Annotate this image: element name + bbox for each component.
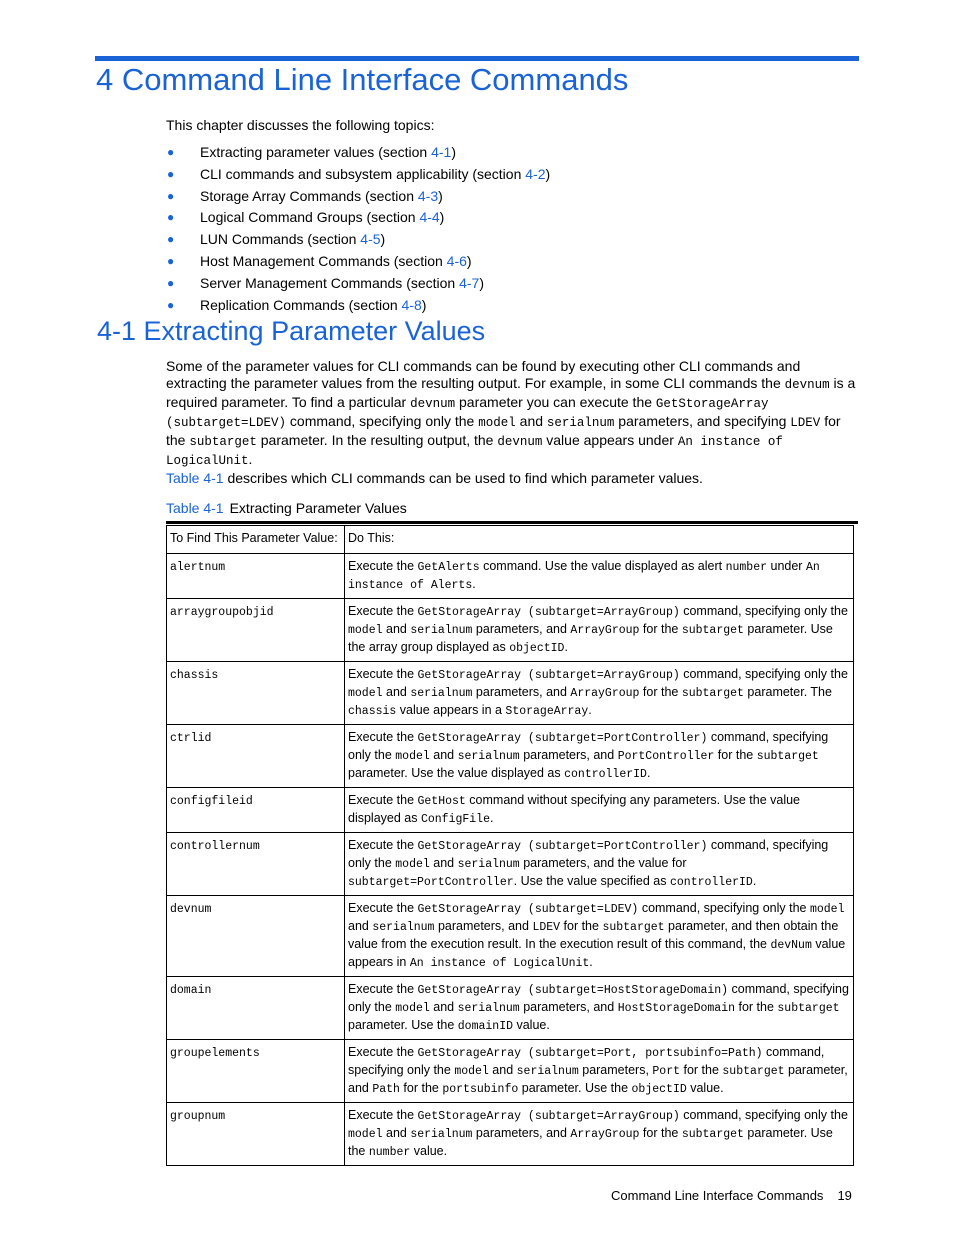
action-text: value appears in a — [396, 703, 506, 717]
table-caption — [166, 500, 407, 516]
action-text: Execute the — [348, 982, 418, 996]
table-caption-text: Extracting Parameter Values — [229, 500, 407, 516]
action-text: and — [429, 856, 458, 870]
paragraph-text: parameters, and specifying — [614, 413, 791, 429]
action-text: for the — [735, 1000, 778, 1014]
action-text: parameters, and — [519, 1000, 618, 1014]
code-term: ConfigFile — [420, 813, 490, 826]
code-term: An instance of Alerts — [348, 561, 820, 592]
action-text: for the — [399, 1081, 443, 1095]
code-term: model — [395, 750, 430, 763]
action-text: Execute the — [348, 1108, 418, 1122]
bullet-icon: ● — [167, 145, 175, 159]
topic-close: ) — [466, 252, 472, 269]
paragraph-text: . — [248, 451, 253, 467]
bullet-icon: ● — [167, 166, 175, 181]
code-term: GetStorageArray (subtarget=PortController) — [417, 732, 708, 745]
action-text: Execute the — [348, 667, 418, 681]
action-text: for the — [714, 748, 757, 762]
action-text: . — [489, 811, 494, 825]
code-term: GetStorageArray (subtarget=LDEV) — [417, 903, 639, 916]
action-cell — [345, 1040, 854, 1103]
table-link[interactable]: Table 4-1 — [166, 470, 224, 486]
topic-text: Extracting parameter values (section — [200, 144, 432, 160]
action-text: command, specifying only the — [679, 667, 848, 681]
action-text: Execute the — [348, 730, 418, 744]
section-link[interactable]: 4-4 — [419, 209, 440, 226]
code-term: GetStorageArray (subtarget=ArrayGroup) — [417, 669, 680, 682]
code-term: chassis — [348, 705, 397, 718]
code-term: Port — [652, 1065, 681, 1078]
paragraph-text: for the — [166, 413, 841, 448]
action-text: and — [382, 1126, 411, 1140]
action-text: . — [589, 955, 593, 969]
code-term: serialnum — [516, 1065, 579, 1078]
chapter-intro: This chapter discusses the following topics: — [166, 117, 435, 133]
topic-item — [166, 188, 550, 210]
code-term: model — [348, 1128, 383, 1141]
code-term: LDEV — [790, 416, 821, 430]
action-text: Execute the — [348, 901, 418, 915]
topic-text: Server Management Commands (section — [200, 274, 460, 291]
action-cell — [345, 833, 854, 896]
action-text: parameters, and the value for — [519, 856, 687, 870]
action-text: parameters, and — [472, 622, 571, 636]
action-text: for the — [639, 622, 682, 636]
action-text: Execute the — [348, 604, 418, 618]
section-link[interactable]: 4-5 — [360, 231, 381, 248]
table-row — [167, 788, 854, 833]
table-row — [167, 662, 854, 725]
action-text: command, specifying only the — [348, 1045, 825, 1077]
action-text: for the — [639, 1126, 682, 1140]
paragraph-text: is a required parameter. To find a particular — [166, 375, 856, 410]
code-term: subtarget=PortController — [348, 876, 514, 889]
code-term: model — [395, 858, 430, 871]
section-link[interactable]: 4-7 — [459, 274, 480, 291]
parameter-cell — [167, 977, 345, 1040]
code-term: serialnum — [410, 1128, 473, 1141]
code-term: PortController — [617, 750, 715, 763]
action-text: . Use the value specified as — [513, 874, 670, 888]
topic-text: LUN Commands (section — [200, 231, 361, 248]
action-text: and — [382, 622, 411, 636]
paragraph-text: command, specifying only the — [286, 413, 479, 429]
code-term: subtarget — [681, 687, 744, 700]
topic-text: Host Management Commands (section — [200, 252, 447, 269]
section-title: 4-1 Extracting Parameter Values — [97, 316, 486, 346]
topic-item — [166, 166, 550, 188]
header-param: To Find This Parameter Value: — [167, 526, 345, 554]
action-cell — [345, 662, 854, 725]
action-text: parameter. Use the value displayed as — [348, 766, 565, 780]
parameter-name: groupelements — [170, 1047, 260, 1060]
code-term: An instance of LogicalUnit — [409, 957, 590, 970]
table-row — [167, 977, 854, 1040]
topic-item — [166, 275, 550, 297]
action-text: . — [752, 874, 757, 888]
action-text: parameters, and — [472, 685, 571, 699]
parameter-cell — [167, 725, 345, 788]
topic-close: ) — [439, 209, 445, 226]
paragraph-text: parameter. In the resulting output, the — [256, 432, 498, 448]
paragraph-text: Some of the parameter values for CLI commands can be found by executing other CLI commands and extracting the parameter values from the resulting output. For example, in some CLI commands the — [166, 358, 801, 391]
table-top-rule — [166, 521, 858, 524]
code-term: GetStorageArray (subtarget=HostStorageDomain) — [417, 984, 729, 997]
code-term: An instance of LogicalUnit — [166, 435, 783, 468]
bullet-icon: ● — [167, 297, 175, 312]
section-link[interactable]: 4-2 — [525, 165, 546, 182]
code-term: model — [348, 624, 383, 637]
action-text: parameter. Use the — [518, 1081, 632, 1095]
code-term: GetHost — [417, 795, 466, 808]
code-term: controllerID — [564, 768, 647, 781]
code-term: serialnum — [372, 921, 435, 934]
code-term: subtarget — [602, 921, 665, 934]
code-term: number — [725, 561, 768, 574]
action-text: command. Use the value displayed as alert — [479, 559, 726, 573]
action-cell — [345, 599, 854, 662]
parameter-cell — [167, 788, 345, 833]
parameter-name: chassis — [170, 669, 219, 682]
action-text: command without specifying any parameters. Use the value displayed as — [348, 793, 801, 825]
action-text: command, specifying only the — [638, 901, 810, 915]
action-text: command, specifying only the — [348, 838, 829, 870]
code-term: serialnum — [410, 624, 473, 637]
action-text: value. — [686, 1081, 724, 1095]
paragraph-text: value appears under — [542, 432, 678, 448]
table-row — [167, 599, 854, 662]
code-term: model — [809, 903, 845, 916]
bullet-icon: ● — [167, 210, 175, 225]
code-term: domainID — [457, 1020, 513, 1033]
code-term: Path — [372, 1083, 400, 1096]
topic-item — [166, 144, 550, 166]
table-row — [167, 833, 854, 896]
parameter-cell — [167, 1040, 345, 1103]
parameter-name: alertnum — [170, 561, 226, 574]
topic-close: ) — [479, 274, 485, 291]
code-term: serialnum — [546, 416, 615, 430]
code-term: objectID — [509, 642, 565, 655]
code-term: model — [395, 1002, 430, 1015]
action-text: parameters, — [578, 1063, 653, 1077]
code-term: subtarget — [722, 1065, 785, 1078]
action-text: parameter. Use the array group displayed as — [348, 622, 833, 654]
code-term: subtarget — [756, 750, 819, 763]
action-text: command, specifying only the — [679, 604, 848, 618]
chapter-rule — [95, 56, 859, 61]
code-term: GetAlerts — [417, 561, 480, 574]
code-term: number — [368, 1146, 411, 1159]
code-term: GetStorageArray (subtarget=PortController) — [417, 840, 708, 853]
section-paragraph — [166, 358, 856, 470]
action-text: value appears in — [348, 937, 846, 969]
action-text: value. — [513, 1018, 550, 1032]
action-cell — [345, 725, 854, 788]
action-text: for the — [680, 1063, 723, 1077]
code-term: subtarget — [681, 1128, 744, 1141]
code-term: ArrayGroup — [570, 687, 640, 700]
action-text: Execute the — [348, 1045, 418, 1059]
paragraph-text: parameter you can execute the — [455, 394, 656, 410]
code-term: serialnum — [457, 858, 520, 871]
page-footer — [611, 1188, 852, 1203]
code-term: subtarget — [189, 435, 257, 449]
topic-close: ) — [545, 165, 551, 182]
topic-text: Replication Commands (section — [200, 296, 402, 313]
parameter-name: domain — [170, 984, 212, 997]
parameter-cell — [167, 896, 345, 977]
table-row — [167, 1040, 854, 1103]
parameter-cell — [167, 662, 345, 725]
topic-text: Logical Command Groups (section — [200, 209, 420, 226]
action-text: for the — [560, 919, 603, 933]
code-term: model — [348, 687, 383, 700]
code-term: GetStorageArray (subtarget=ArrayGroup) — [417, 1110, 680, 1123]
code-term: devnum — [497, 435, 543, 449]
bullet-icon: ● — [167, 275, 175, 290]
bullet-icon: ● — [167, 232, 175, 247]
action-text: and — [382, 685, 411, 699]
topic-close: ) — [451, 144, 457, 160]
code-term: serialnum — [410, 687, 473, 700]
topic-item — [166, 253, 550, 275]
action-cell — [345, 1103, 854, 1166]
code-term: model — [478, 416, 516, 430]
parameter-cell — [167, 599, 345, 662]
parameter-name: groupnum — [170, 1110, 226, 1123]
action-text: parameter. The — [743, 685, 832, 699]
parameter-cell — [167, 1103, 345, 1166]
action-text: parameter. Use the — [348, 1126, 833, 1158]
parameter-name: arraygroupobjid — [170, 606, 274, 619]
action-cell — [345, 554, 854, 599]
action-text: command, specifying only the — [348, 982, 849, 1014]
action-text: command, specifying only the — [348, 730, 829, 762]
table-row — [167, 554, 854, 599]
code-term: GetStorageArray (subtarget=LDEV) — [166, 397, 769, 430]
action-text: Execute the — [348, 838, 418, 852]
action-text: parameters, and — [472, 1126, 571, 1140]
parameter-name: controllernum — [170, 840, 260, 853]
section-link[interactable]: 4-6 — [446, 252, 467, 269]
code-term: HostStorageDomain — [617, 1002, 736, 1015]
code-term: model — [454, 1065, 489, 1078]
table-row — [167, 725, 854, 788]
action-text: parameters, and — [519, 748, 618, 762]
topic-text: Storage Array Commands (section — [200, 187, 418, 204]
action-text: and — [488, 1063, 517, 1077]
action-cell — [345, 788, 854, 833]
action-text: and — [429, 1000, 458, 1014]
parameter-cell — [167, 833, 345, 896]
action-text: value. — [410, 1144, 448, 1158]
table-reference-paragraph — [166, 470, 703, 486]
action-text: and — [348, 919, 373, 933]
table-caption-label[interactable]: Table 4-1 — [166, 500, 224, 516]
code-term: serialnum — [457, 750, 520, 763]
section-link[interactable]: 4-8 — [401, 296, 422, 313]
action-text: parameter, and then obtain the value from the execution result. In the execution result of this command, the — [348, 919, 839, 951]
code-term: portsubinfo — [442, 1083, 519, 1096]
topic-text: CLI commands and subsystem applicability (section — [200, 165, 526, 182]
page-number: 19 — [837, 1188, 852, 1203]
code-term: devNum — [770, 939, 812, 952]
code-term: StorageArray — [505, 705, 589, 718]
topics-list — [166, 144, 550, 318]
action-text: command, specifying only the — [679, 1108, 848, 1122]
parameter-name: configfileid — [170, 795, 253, 808]
parameter-table — [166, 525, 854, 1166]
action-text: for the — [639, 685, 682, 699]
code-term: controllerID — [669, 876, 753, 889]
bullet-icon: ● — [167, 253, 175, 268]
table-row — [167, 896, 854, 977]
topic-close: ) — [380, 231, 386, 248]
action-text: . — [646, 766, 651, 780]
header-action: Do This: — [345, 526, 854, 554]
action-text: . — [472, 577, 476, 591]
code-term: objectID — [631, 1083, 687, 1096]
topic-item — [166, 231, 550, 253]
parameter-name: ctrlid — [170, 732, 212, 745]
code-term: subtarget — [681, 624, 744, 637]
topic-item — [166, 209, 550, 231]
section-link[interactable]: 4-1 — [431, 144, 452, 160]
action-text: . — [588, 703, 592, 717]
action-text: Execute the — [348, 559, 418, 573]
section-link[interactable]: 4-3 — [417, 187, 439, 204]
paragraph-text: and — [515, 413, 547, 429]
action-text: and — [429, 748, 458, 762]
table-reference-text: describes which CLI commands can be used to find which parameter values. — [223, 470, 703, 486]
parameter-cell — [167, 554, 345, 599]
action-cell — [345, 977, 854, 1040]
code-term: serialnum — [457, 1002, 520, 1015]
chapter-title: 4 Command Line Interface Commands — [96, 62, 629, 97]
table-header-row — [167, 526, 854, 554]
topic-close: ) — [421, 296, 427, 313]
action-cell — [345, 896, 854, 977]
parameter-name: devnum — [170, 903, 212, 916]
footer-title: Command Line Interface Commands — [611, 1188, 824, 1203]
code-term: devnum — [784, 378, 830, 392]
action-text: parameter. Use the — [348, 1018, 458, 1032]
table-row — [167, 1103, 854, 1166]
action-text: under — [767, 559, 806, 573]
code-term: GetStorageArray (subtarget=Port, portsubinfo=Path) — [417, 1047, 763, 1060]
topic-close: ) — [438, 187, 443, 204]
code-term: subtarget — [777, 1002, 840, 1015]
code-term: GetStorageArray (subtarget=ArrayGroup) — [417, 606, 680, 619]
code-term: LDEV — [532, 921, 561, 934]
action-text: parameter, and — [348, 1063, 848, 1095]
action-text: Execute the — [348, 793, 418, 807]
action-text: parameters, and — [434, 919, 533, 933]
code-term: ArrayGroup — [570, 1128, 640, 1141]
code-term: ArrayGroup — [570, 624, 640, 637]
bullet-icon: ● — [167, 188, 175, 203]
action-text: . — [564, 640, 568, 654]
code-term: devnum — [410, 397, 456, 411]
